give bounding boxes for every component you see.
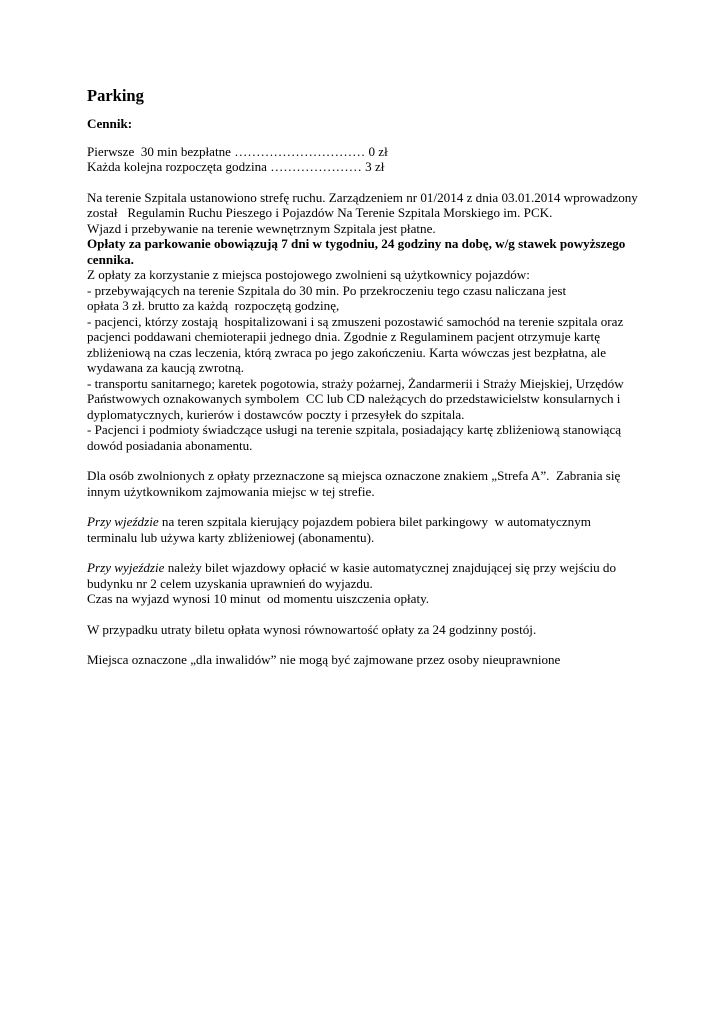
exempt-line: wydawana za kaucją zwrotną.	[87, 360, 245, 375]
exit-line-rest: należy bilet wjazdowy opłacić w kasie automatycznej znajdującej się przy wejściu do	[164, 560, 617, 575]
entry-line: terminalu lub używa karty zbliżeniowej (abonamentu).	[87, 529, 375, 545]
lost-ticket-paragraph	[87, 622, 687, 638]
intro-line: Wjazd i przebywanie na terenie wewnętrznym Szpitala jest płatne.	[87, 220, 436, 236]
page-title: Parking	[87, 86, 144, 105]
fees-notice-line: cennika.	[87, 251, 134, 267]
exit-line	[87, 560, 687, 576]
exempt-line: Państwowych oznakowanych symbolem CC lub CD należących do przedstawicielstw konsularnych i	[87, 391, 621, 406]
exit-line: budynku nr 2 celem uzyskania uprawnień do wyjazdu.	[87, 575, 373, 591]
intro-line: został Regulamin Ruchu Pieszego i Pojazdów Na Terenie Szpitala Morskiego im. PCK.	[87, 205, 553, 220]
intro-line: Na terenie Szpitala ustanowiono strefę ruchu. Zarządzeniem nr 01/2014 z dnia 03.01.2014 wprowadzony	[87, 189, 638, 205]
price-line-each-hour: Każda kolejna rozpoczęta godzina ………………… 3 zł	[87, 159, 385, 174]
exempt-line: - Pacjenci i podmioty świadczące usługi na terenie szpitala, posiadający kartę zbliżeniową stanowiącą	[87, 422, 622, 437]
price-list-heading: Cennik:	[87, 116, 133, 131]
disabled-parking-paragraph	[87, 652, 687, 668]
entry-lead: Przy wjeździe	[87, 514, 159, 529]
exempt-line: zbliżeniową na czas leczenia, którą zwraca po jego zakończeniu. Karta wówczas jest bezpłatna, ale	[87, 344, 607, 360]
exempt-line: pacjenci poddawani chemioterapii jednego dnia. Zgodnie z Regulaminem pacjent otrzymuje kartę	[87, 329, 601, 344]
entry-paragraph	[87, 514, 687, 545]
exempt-line: - pacjenci, którzy zostają hospitalizowani i są zmuszeni pozostawić samochód na terenie szpitala oraz	[87, 313, 624, 329]
entry-line-rest: na teren szpitala kierujący pojazdem pobiera bilet parkingowy w automatycznym	[158, 514, 591, 529]
disabled-parking-line: Miejsca oznaczone „dla inwalidów” nie mogą być zajmowane przez osoby nieuprawnione	[87, 652, 561, 667]
fees-notice-line: Opłaty za parkowanie obowiązują 7 dni w tygodniu, 24 godziny na dobę, w/g stawek powyższego	[87, 236, 626, 251]
exempt-line: dowód posiadania abonamentu.	[87, 437, 253, 453]
exempt-line: Z opłaty za korzystanie z miejsca postojowego zwolnieni są użytkownicy pojazdów:	[87, 267, 530, 282]
lost-ticket-line: W przypadku utraty biletu opłata wynosi równowartość opłaty za 24 godzinny postój.	[87, 621, 537, 637]
exempt-line: dyplomatycznych, kurierów i dostawców poczty i przesyłek do szpitala.	[87, 406, 465, 422]
exit-time-line: Czas na wyjazd wynosi 10 minut od momentu uiszczenia opłaty.	[87, 591, 430, 606]
exit-paragraph	[87, 560, 687, 607]
entry-line	[87, 514, 687, 530]
price-list	[87, 144, 687, 175]
price-line-first-30-min: Pierwsze 30 min bezpłatne ………………………… 0 zł	[87, 143, 388, 159]
exempt-line: - transportu sanitarnego; karetek pogotowia, straży pożarnej, Żandarmerii i Straży Miejskiej, Urzędów	[87, 375, 624, 391]
zone-line: innym użytkownikom zajmowania miejsc w tej strefie.	[87, 483, 375, 499]
exit-lead: Przy wyjeździe	[87, 560, 165, 575]
exempt-line: - przebywających na terenie Szpitala do 30 min. Po przekroczeniu tego czasu naliczana jest	[87, 282, 567, 298]
document-page	[87, 86, 687, 668]
intro-paragraph	[87, 190, 687, 454]
zone-a-paragraph	[87, 468, 687, 499]
exempt-line: opłata 3 zł. brutto za każdą rozpoczętą godzinę,	[87, 298, 340, 313]
zone-line: Dla osób zwolnionych z opłaty przeznaczone są miejsca oznaczone znakiem „Strefa A”. Zabrania się	[87, 468, 621, 483]
